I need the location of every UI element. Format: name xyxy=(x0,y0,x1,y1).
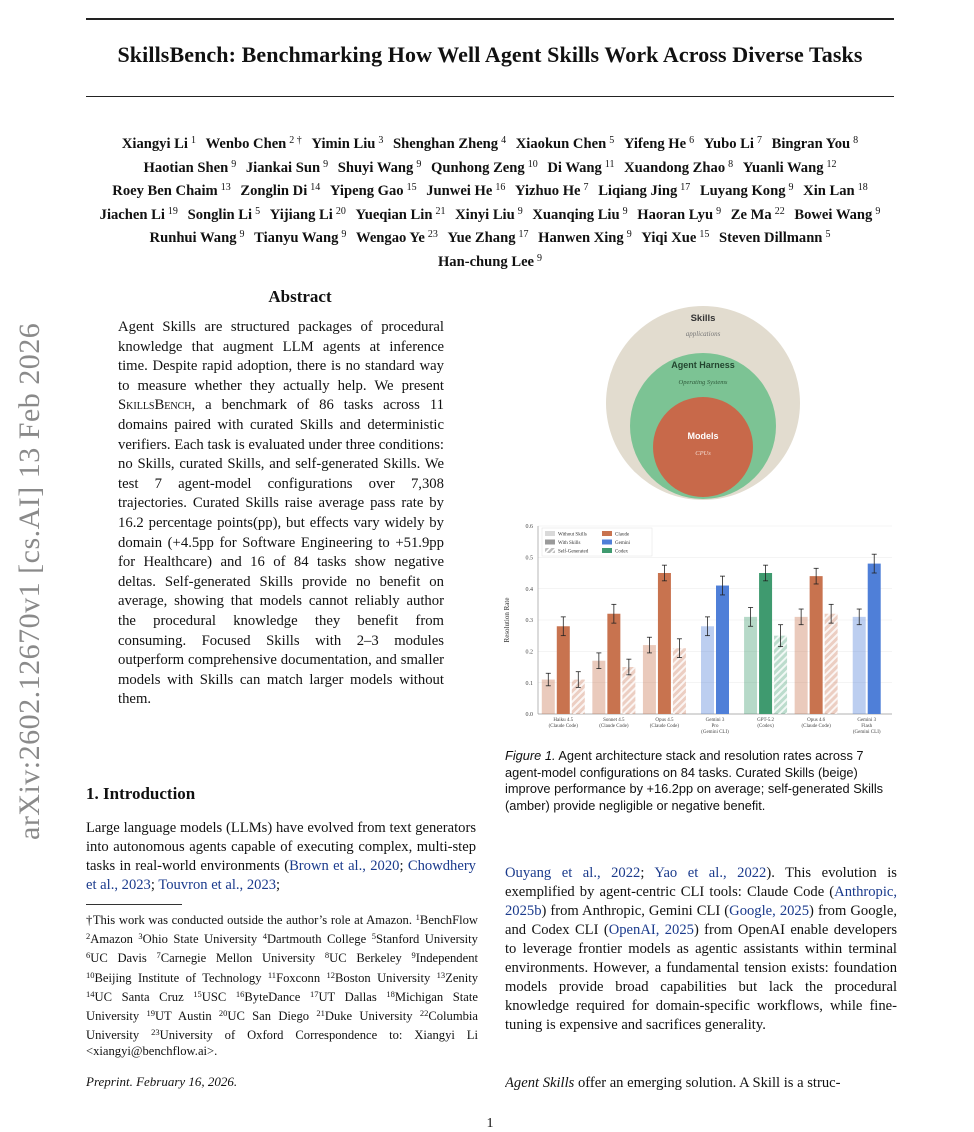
x-tick-label: GPT-5.2 xyxy=(757,718,775,723)
author-name: Shuyi Wang $^9$ xyxy=(337,158,422,176)
paper-title: SkillsBench: Benchmarking How Well Agent Skills Work Across Diverse Tasks xyxy=(117,42,863,67)
bar-light xyxy=(744,617,757,714)
x-tick-label: Sonnet 4.5 xyxy=(603,718,625,723)
author-name: Wenbo Chen $^{2 \dagger}$ xyxy=(205,135,302,152)
y-tick-label: 0.2 xyxy=(525,649,533,656)
author-affiliation-mark: 20 xyxy=(335,205,346,217)
affiliation-name: Boston University xyxy=(335,970,431,985)
author-name: Yizhuo He $^7$ xyxy=(514,182,589,200)
author-name: Qunhong Zeng $^{10}$ xyxy=(431,158,538,176)
affiliation-name: Dartmouth College xyxy=(266,932,367,947)
citation-yao-2022[interactable]: Yao et al., 2022 xyxy=(654,865,767,881)
correspondence-note: Correspondence to: Xiangyi Li <xiangyi@benchflow.ai>. xyxy=(86,1028,478,1059)
author-affiliation-mark: 2 † xyxy=(289,135,302,146)
citation-brown-2020[interactable]: Brown et al., 2020 xyxy=(289,858,400,874)
architecture-stack-diagram xyxy=(605,305,801,501)
author-affiliation-mark: 9 xyxy=(626,229,632,241)
models-label: Models xyxy=(687,431,719,441)
bar-hatched xyxy=(774,636,787,714)
intro-right-text-1: ). This evolution is exemplified by agent-centric CLI tools: Claude Code ( xyxy=(505,865,897,900)
author-affiliation-mark: 5 xyxy=(609,135,615,146)
author-affiliation-mark: 13 xyxy=(220,182,231,194)
legend-condition-label: With Skills xyxy=(558,540,581,546)
author-name: Yueqian Lin $^{21}$ xyxy=(355,205,446,223)
affiliation-name: UC Santa Cruz xyxy=(94,989,184,1004)
author-affiliation-mark: 9 xyxy=(323,158,329,170)
figure-caption xyxy=(505,748,897,814)
citation-google-2025[interactable]: Google, 2025 xyxy=(729,903,810,919)
author-name: Yiqi Xue $^{15}$ xyxy=(641,229,710,247)
affiliation-name: UC San Diego xyxy=(227,1009,310,1024)
preprint-date: Preprint. February 16, 2026. xyxy=(86,1074,238,1089)
affiliation-name: BenchFlow xyxy=(419,913,478,927)
author-affiliation-mark: 5 xyxy=(255,205,261,217)
author-list xyxy=(90,131,890,273)
affiliation-name: Zenity xyxy=(445,970,478,985)
author-affiliation-mark: 8 xyxy=(728,158,734,170)
author-affiliation-mark: 19 xyxy=(167,205,178,217)
y-tick-label: 0.5 xyxy=(525,555,533,562)
agent-skills-term: Agent Skills xyxy=(505,1075,575,1091)
author-name: Liqiang Jing $^{17}$ xyxy=(598,182,691,200)
affiliation-list xyxy=(86,913,478,1042)
x-tick-label: (Claude Code) xyxy=(649,724,680,729)
affiliation-name: USC xyxy=(201,989,227,1004)
skills-sublabel: applications xyxy=(685,330,721,338)
y-tick-label: 0.4 xyxy=(525,586,533,593)
author-affiliation-mark: 3 xyxy=(378,135,384,146)
author-affiliation-mark: 7 xyxy=(756,135,762,146)
affiliation-name: UC Davis xyxy=(90,951,147,966)
x-tick-label: (Claude Code) xyxy=(548,724,578,729)
skills-label: Skills xyxy=(690,313,716,324)
author-affiliation-mark: 4 xyxy=(501,135,507,146)
legend-family-swatch xyxy=(602,531,612,536)
author-name: Haoran Lyu $^9$ xyxy=(637,205,722,223)
author-name: Hanwen Xing $^9$ xyxy=(538,229,632,247)
author-name: Di Wang $^{11}$ xyxy=(547,158,615,176)
title-top-rule xyxy=(86,18,894,20)
abstract-heading: Abstract xyxy=(268,287,332,306)
affiliation-number: 22 xyxy=(419,1008,429,1019)
affiliation-number: 12 xyxy=(326,969,336,980)
affiliation-name: Independent xyxy=(415,951,478,966)
bar-light xyxy=(795,617,808,714)
author-name: Songlin Li $^5$ xyxy=(187,205,261,223)
affiliation-number: 14 xyxy=(86,988,95,999)
resolution-rate-bar-chart xyxy=(500,518,900,740)
affiliation-number: 13 xyxy=(436,969,446,980)
bar-solid xyxy=(759,573,772,714)
introduction-heading: 1. Introduction xyxy=(86,784,196,803)
affiliation-number: 6 xyxy=(86,950,91,961)
y-tick-label: 0.1 xyxy=(525,680,533,687)
author-affiliation-mark: 12 xyxy=(826,158,837,170)
affiliation-number: 3 xyxy=(138,931,143,942)
affiliation-number: 10 xyxy=(86,969,95,980)
affiliation-number: 2 xyxy=(86,931,91,942)
affiliation-name: Foxconn xyxy=(276,970,321,985)
author-affiliation-mark: 17 xyxy=(518,229,529,241)
author-name: Yimin Liu $^3$ xyxy=(311,135,384,152)
author-affiliation-mark: 15 xyxy=(699,229,710,241)
author-name: Xin Lan $^{18}$ xyxy=(803,182,868,200)
intro-right-text-4: ) from OpenAI enable developers to leverage frontier models as agentic assistants within terminal environments. However, a fundamental tension exists: foundation models provide broad capabilities but lack the procedural knowledge required for domain-specific workflows, while fine-tuning is expensive and sacrifices generality. xyxy=(505,922,897,1033)
bar-solid xyxy=(810,576,823,714)
x-tick-label: Gemini 3 xyxy=(705,718,725,723)
bar-light xyxy=(853,617,866,714)
author-affiliation-mark: 5 xyxy=(825,229,831,241)
author-affiliation-mark: 15 xyxy=(406,182,417,194)
author-affiliation-mark: 16 xyxy=(495,182,506,194)
affiliation-name: Amazon xyxy=(90,932,133,947)
bar-hatched xyxy=(825,614,838,714)
citation-ouyang-2022[interactable]: Ouyang et al., 2022 xyxy=(505,865,641,881)
intro-right-text-3: ) from Google, and Codex CLI ( xyxy=(505,903,897,938)
dagger-footnote: †This work was conducted outside the author’s role at Amazon. xyxy=(86,913,412,927)
author-name: Zonglin Di $^{14}$ xyxy=(240,182,321,200)
x-tick-label: Flash xyxy=(861,724,873,729)
legend-family-label: Gemini xyxy=(615,540,630,546)
affiliation-number: 11 xyxy=(267,969,277,980)
y-tick-label: 0.6 xyxy=(525,524,533,531)
affiliation-number: 7 xyxy=(156,950,161,961)
legend-family-swatch xyxy=(602,548,612,553)
affiliation-name: Columbia University xyxy=(86,1009,479,1043)
affiliation-name: Stanford University xyxy=(375,932,478,947)
agent-harness-label: Agent Harness xyxy=(671,360,735,370)
x-tick-label: Pro xyxy=(711,724,719,729)
author-affiliation-mark: 21 xyxy=(435,205,446,217)
affiliation-number: 20 xyxy=(218,1008,228,1019)
x-tick-label: (Claude Code) xyxy=(599,724,629,729)
author-name: Yipeng Gao $^{15}$ xyxy=(329,182,417,200)
affiliation-name: ByteDance xyxy=(244,989,301,1004)
models-sublabel: CPUs xyxy=(695,450,711,457)
legend-condition-swatch xyxy=(545,540,555,545)
author-affiliation-mark: 9 xyxy=(231,158,237,170)
affiliation-number: 16 xyxy=(235,988,245,999)
agent-skills-text: offer an emerging solution. A Skill is a struc- xyxy=(574,1075,841,1091)
author-name: Steven Dillmann $^5$ xyxy=(719,229,831,247)
author-name: Shenghan Zheng $^4$ xyxy=(393,135,507,152)
bar-solid xyxy=(658,573,671,714)
benchmark-name: SkillsBench xyxy=(118,397,192,414)
author-name: Yifeng He $^6$ xyxy=(623,135,695,152)
author-affiliation-mark: 9 xyxy=(537,252,543,264)
bar-solid xyxy=(716,586,729,714)
legend-family-label: Codex xyxy=(615,549,629,555)
y-tick-label: 0.3 xyxy=(525,618,533,625)
author-affiliation-mark: 9 xyxy=(239,229,245,241)
agent-harness-sublabel: Operating Systems xyxy=(678,379,728,386)
legend-family-label: Claude xyxy=(615,532,630,538)
affiliation-number: 17 xyxy=(309,988,319,999)
legend-condition-label: Without Skills xyxy=(558,532,587,538)
author-name: Yijiang Li $^{20}$ xyxy=(269,205,346,223)
affiliation-number: 19 xyxy=(146,1008,155,1019)
author-name: Xiaokun Chen $^5$ xyxy=(515,135,615,152)
x-tick-label: Haiku 4.5 xyxy=(553,718,574,723)
x-tick-label: (Gemini CLI) xyxy=(701,730,729,735)
affiliation-name: Duke University xyxy=(324,1009,413,1024)
author-name: Yue Zhang $^{17}$ xyxy=(447,229,529,247)
bar-hatched xyxy=(673,648,686,714)
bar-solid xyxy=(557,626,570,714)
author-name: Bowei Wang $^9$ xyxy=(794,205,881,223)
x-tick-label: Gemini 3 xyxy=(857,718,877,723)
intro-left-text: Large language models (LLMs) have evolved from text generators into autonomous agents capable of executing complex, multi-step tasks in real-world environments ( xyxy=(86,820,476,874)
abstract-text-before: Agent Skills are structured packages of procedural knowledge that augment LLM agents at inference time. Despite rapid adoption, there is no standard way to measure whether they actually help. We present xyxy=(118,319,444,394)
author-affiliation-mark: 9 xyxy=(622,205,628,217)
author-affiliation-mark: 7 xyxy=(583,182,589,194)
author-affiliation-mark: 6 xyxy=(689,135,695,146)
author-name: Jiankai Sun $^9$ xyxy=(245,158,329,176)
abstract-body xyxy=(118,318,444,710)
author-affiliation-mark: 1 xyxy=(190,135,196,146)
affiliation-name: UT Austin xyxy=(154,1009,212,1024)
citation-openai-2025[interactable]: OpenAI, 2025 xyxy=(608,922,694,938)
author-affiliation-mark: 9 xyxy=(517,205,523,217)
author-affiliation-mark: 9 xyxy=(716,205,722,217)
page-number: 1 xyxy=(486,1116,494,1131)
author-name: Runhui Wang $^9$ xyxy=(149,229,245,247)
affiliation-number: 4 xyxy=(262,931,267,942)
author-name: Yuanli Wang $^{12}$ xyxy=(742,158,837,176)
affiliation-name: Michigan State University xyxy=(86,989,478,1024)
author-name: Junwei He $^{16}$ xyxy=(426,182,506,200)
author-name: Yubo Li $^7$ xyxy=(703,135,762,152)
y-axis-label: Resolution Rate xyxy=(503,597,511,643)
affiliation-number: 8 xyxy=(324,950,330,961)
legend-condition-label: Self-Generated xyxy=(558,549,589,555)
affiliation-name: UC Berkeley xyxy=(329,951,402,966)
author-affiliation-mark: 9 xyxy=(788,182,794,194)
author-affiliation-mark: 9 xyxy=(416,158,422,170)
affiliation-footnotes xyxy=(86,909,478,1060)
x-tick-label: (Codex) xyxy=(757,724,774,729)
affiliation-number: 9 xyxy=(411,950,416,961)
footnote-separator xyxy=(86,904,182,905)
intro-right-text-2: ) from Anthropic, Gemini CLI ( xyxy=(541,903,730,919)
abstract-text-after: , a benchmark of 86 tasks across 11 domains paired with curated Skills and deterministic verifiers. Each task is evaluated under three conditions: no Skills, curated Skills, and self-generated Skills. We test 7 agent-model configurations over 7,308 trajectories. Curated Skills raise average pass rate by 16.2 percentage points(pp), but effects vary widely by domain (+4.5pp for Software Engineering to +51.9pp for Healthcare) and 16 of 84 tasks show negative deltas. Self-generated Skills provide no benefit on average, showing that models cannot reliably author the procedural knowledge they benefit from consuming. Focused Skills with 2–3 modules outperform comprehensive documentation, and smaller models with Skills can match larger models without them. xyxy=(118,397,444,708)
arxiv-identifier-stamp[interactable]: arXiv:2602.12670v1 [cs.AI] 13 Feb 2026 xyxy=(13,322,46,840)
author-name: Xinyi Liu $^9$ xyxy=(455,205,523,223)
y-tick-label: 0.0 xyxy=(525,712,533,719)
bar-solid xyxy=(607,614,620,714)
x-tick-label: (Gemini CLI) xyxy=(852,730,881,735)
author-name: Ze Ma $^{22}$ xyxy=(730,205,785,223)
figure-caption-text: Agent architecture stack and resolution rates across 7 agent-model configurations on 84 tasks. Curated Skills (beige) improve performance by +16.2pp on average; self-generated Skills (amber) provide negligible or negative benefit. xyxy=(505,748,884,813)
figure-label: Figure 1. xyxy=(505,748,556,763)
affiliation-name: UT Dallas xyxy=(318,989,377,1004)
affiliation-name: Carnegie Mellon University xyxy=(160,951,316,966)
affiliation-number: 21 xyxy=(316,1008,325,1019)
affiliation-name: University of Oxford xyxy=(159,1028,284,1043)
introduction-paragraph-right: Ouyang et al., 2022; Yao et al., 2022). This evolution is exemplified by agent-centric CLI tools: Claude Code (Anthropic, 2025b) from Anthropic, Gemini CLI (Google, 2025) from Google, and Codex CLI (OpenAI, 2025) from OpenAI enable developers to leverage frontier models as agentic assistants within terminal environments. However, a fundamental tension exists: foundation models provide broad capabilities but lack the procedural knowledge required for domain-specific workflows, while fine-tuning is expensive and sacrifices generality. xyxy=(505,865,897,1033)
citation-touvron-2023[interactable]: Touvron et al., 2023 xyxy=(158,877,277,893)
bar-light xyxy=(643,645,656,714)
affiliation-number: 15 xyxy=(193,988,202,999)
author-affiliation-mark: 10 xyxy=(527,158,538,170)
author-name: Xuanqing Liu $^9$ xyxy=(532,205,628,223)
affiliation-number: 23 xyxy=(151,1027,160,1038)
author-affiliation-mark: 11 xyxy=(604,158,615,170)
author-affiliation-mark: 17 xyxy=(680,182,691,194)
affiliation-number: 18 xyxy=(386,988,395,999)
introduction-paragraph-left: Large language models (LLMs) have evolved from text generators into autonomous agents capable of executing complex, multi-step tasks in real-world environments (Brown et al., 2020; Chowdhery et al., 2023; Touvron et al., 2023; xyxy=(86,820,476,893)
author-name: Wengao Ye $^{23}$ xyxy=(356,229,438,247)
author-affiliation-mark: 23 xyxy=(427,229,438,241)
x-tick-label: Opus 4.5 xyxy=(655,718,674,723)
affiliation-name: Ohio State University xyxy=(142,932,258,947)
author-name: Roey Ben Chaim $^{13}$ xyxy=(112,182,231,200)
legend-family-swatch xyxy=(602,540,612,545)
author-name: Haotian Shen $^9$ xyxy=(143,158,237,176)
affiliation-name: Beijing Institute of Technology xyxy=(94,970,262,985)
author-affiliation-mark: 22 xyxy=(774,205,785,217)
author-name: Xuandong Zhao $^8$ xyxy=(624,158,734,176)
author-name: Bingran You $^8$ xyxy=(771,135,859,152)
author-affiliation-mark: 8 xyxy=(853,135,859,146)
author-name: Han-chung Lee $^9$ xyxy=(437,252,543,270)
author-name: Xiangyi Li $^1$ xyxy=(121,135,196,152)
x-tick-label: Opus 4.6 xyxy=(807,718,826,723)
affiliation-number: 1 xyxy=(415,912,420,922)
citation-chowdhery-2023[interactable]: Chowdhery et al., 2023 xyxy=(86,858,476,893)
citation-anthropic-2025b[interactable]: Anthropic, 2025b xyxy=(505,884,897,919)
author-affiliation-mark: 9 xyxy=(875,205,881,217)
affiliation-number: 5 xyxy=(371,931,376,942)
x-tick-label: (Claude Code) xyxy=(801,724,831,729)
author-name: Tianyu Wang $^9$ xyxy=(254,229,347,247)
bar-solid xyxy=(868,564,881,714)
legend-condition-swatch xyxy=(545,531,555,536)
title-bottom-rule xyxy=(86,96,894,97)
agent-skills-paragraph xyxy=(505,1074,897,1093)
author-affiliation-mark: 14 xyxy=(310,182,321,194)
author-affiliation-mark: 9 xyxy=(341,229,347,241)
models-circle xyxy=(653,397,753,497)
author-name: Jiachen Li $^{19}$ xyxy=(99,205,178,223)
legend-condition-swatch xyxy=(545,548,555,553)
author-name: Luyang Kong $^9$ xyxy=(699,182,794,200)
bar-light xyxy=(701,626,714,714)
author-affiliation-mark: 18 xyxy=(857,182,868,194)
